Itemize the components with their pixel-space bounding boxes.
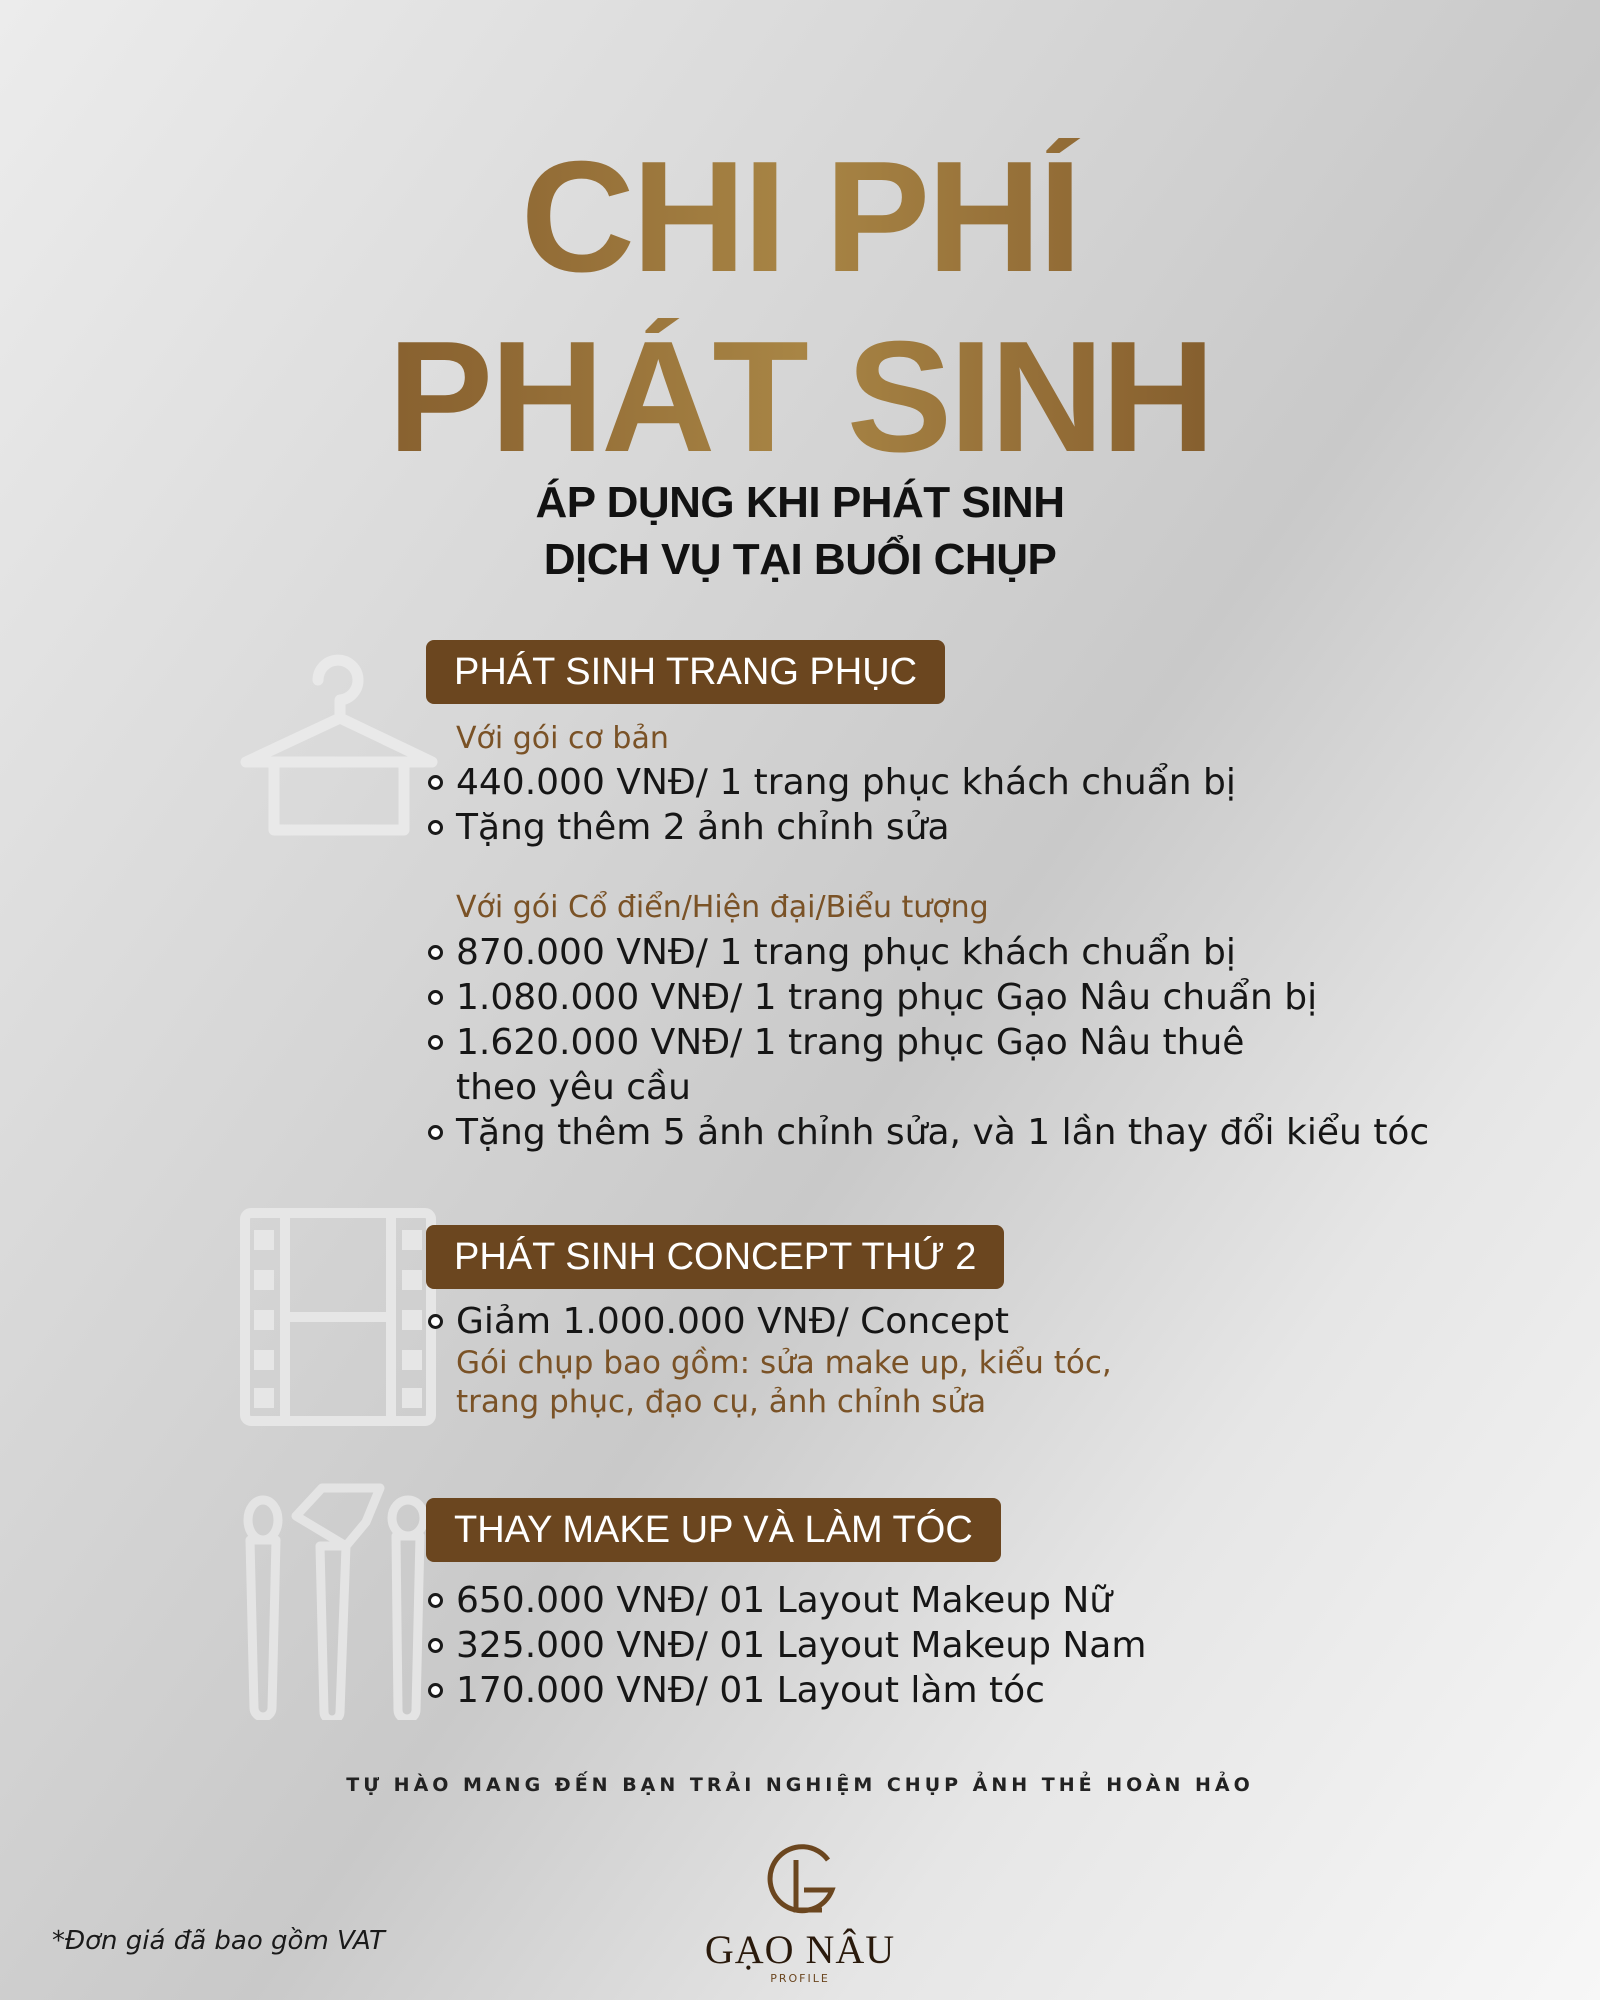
premium-package-label: Với gói Cổ điển/Hiện đại/Biểu tượng (456, 890, 989, 925)
list-item: 1.620.000 VNĐ/ 1 trang phục Gạo Nâu thuê (426, 1020, 1317, 1065)
section-title-costume: PHÁT SINH TRANG PHỤC (426, 640, 945, 704)
subtitle-line-2: DỊCH VỤ TẠI BUỔI CHỤP (543, 535, 1057, 584)
list-item: 325.000 VNĐ/ 01 Layout Makeup Nam (426, 1623, 1146, 1668)
title-line-1: CHI PHÍ (0, 138, 1600, 296)
vat-note: *Đơn giá đã bao gồm VAT (52, 1926, 385, 1956)
hanger-icon (236, 650, 442, 836)
logo-name: GẠO NÂU (704, 1927, 896, 1972)
list-item: 1.080.000 VNĐ/ 1 trang phục Gạo Nâu chuẩn bị (426, 975, 1317, 1020)
concept-note-line-1: Gói chụp bao gồm: sửa make up, kiểu tóc, (456, 1345, 1112, 1381)
logo-subtitle: PROFILE (770, 1972, 830, 1985)
list-item: Giảm 1.000.000 VNĐ/ Concept (426, 1299, 1009, 1344)
list-item: Tặng thêm 2 ảnh chỉnh sửa (426, 805, 1236, 850)
list-item: 650.000 VNĐ/ 01 Layout Makeup Nữ (426, 1578, 1146, 1623)
premium-package-list (426, 930, 1317, 1065)
list-item: 440.000 VNĐ/ 1 trang phục khách chuẩn bị (426, 760, 1236, 805)
makeup-brushes-icon (236, 1480, 436, 1720)
section-title-makeup: THAY MAKE UP VÀ LÀM TÓC (426, 1498, 1001, 1562)
section-title-concept: PHÁT SINH CONCEPT THỨ 2 (426, 1225, 1004, 1289)
list-item: 870.000 VNĐ/ 1 trang phục khách chuẩn bị (426, 930, 1317, 975)
film-strip-icon (240, 1208, 436, 1426)
brand-logo (700, 1838, 900, 1988)
list-item-continuation: theo yêu cầu (456, 1067, 691, 1108)
concept-list (426, 1299, 1009, 1344)
makeup-list (426, 1578, 1146, 1713)
basic-package-list (426, 760, 1236, 850)
logo-mark-icon (700, 1838, 900, 1928)
list-item: 170.000 VNĐ/ 01 Layout làm tóc (426, 1668, 1146, 1713)
premium-package-list-tail (426, 1110, 1429, 1155)
title-line-2: PHÁT SINH (0, 318, 1600, 476)
basic-package-label: Với gói cơ bản (456, 721, 669, 756)
concept-note-line-2: trang phục, đạo cụ, ảnh chỉnh sửa (456, 1384, 987, 1420)
list-item: Tặng thêm 5 ảnh chỉnh sửa, và 1 lần thay đổi kiểu tóc (426, 1110, 1429, 1155)
subtitle-line-1: ÁP DỤNG KHI PHÁT SINH (535, 478, 1065, 527)
tagline: TỰ HÀO MANG ĐẾN BẠN TRẢI NGHIỆM CHỤP ẢNH THẺ HOÀN HẢO (346, 1774, 1254, 1796)
